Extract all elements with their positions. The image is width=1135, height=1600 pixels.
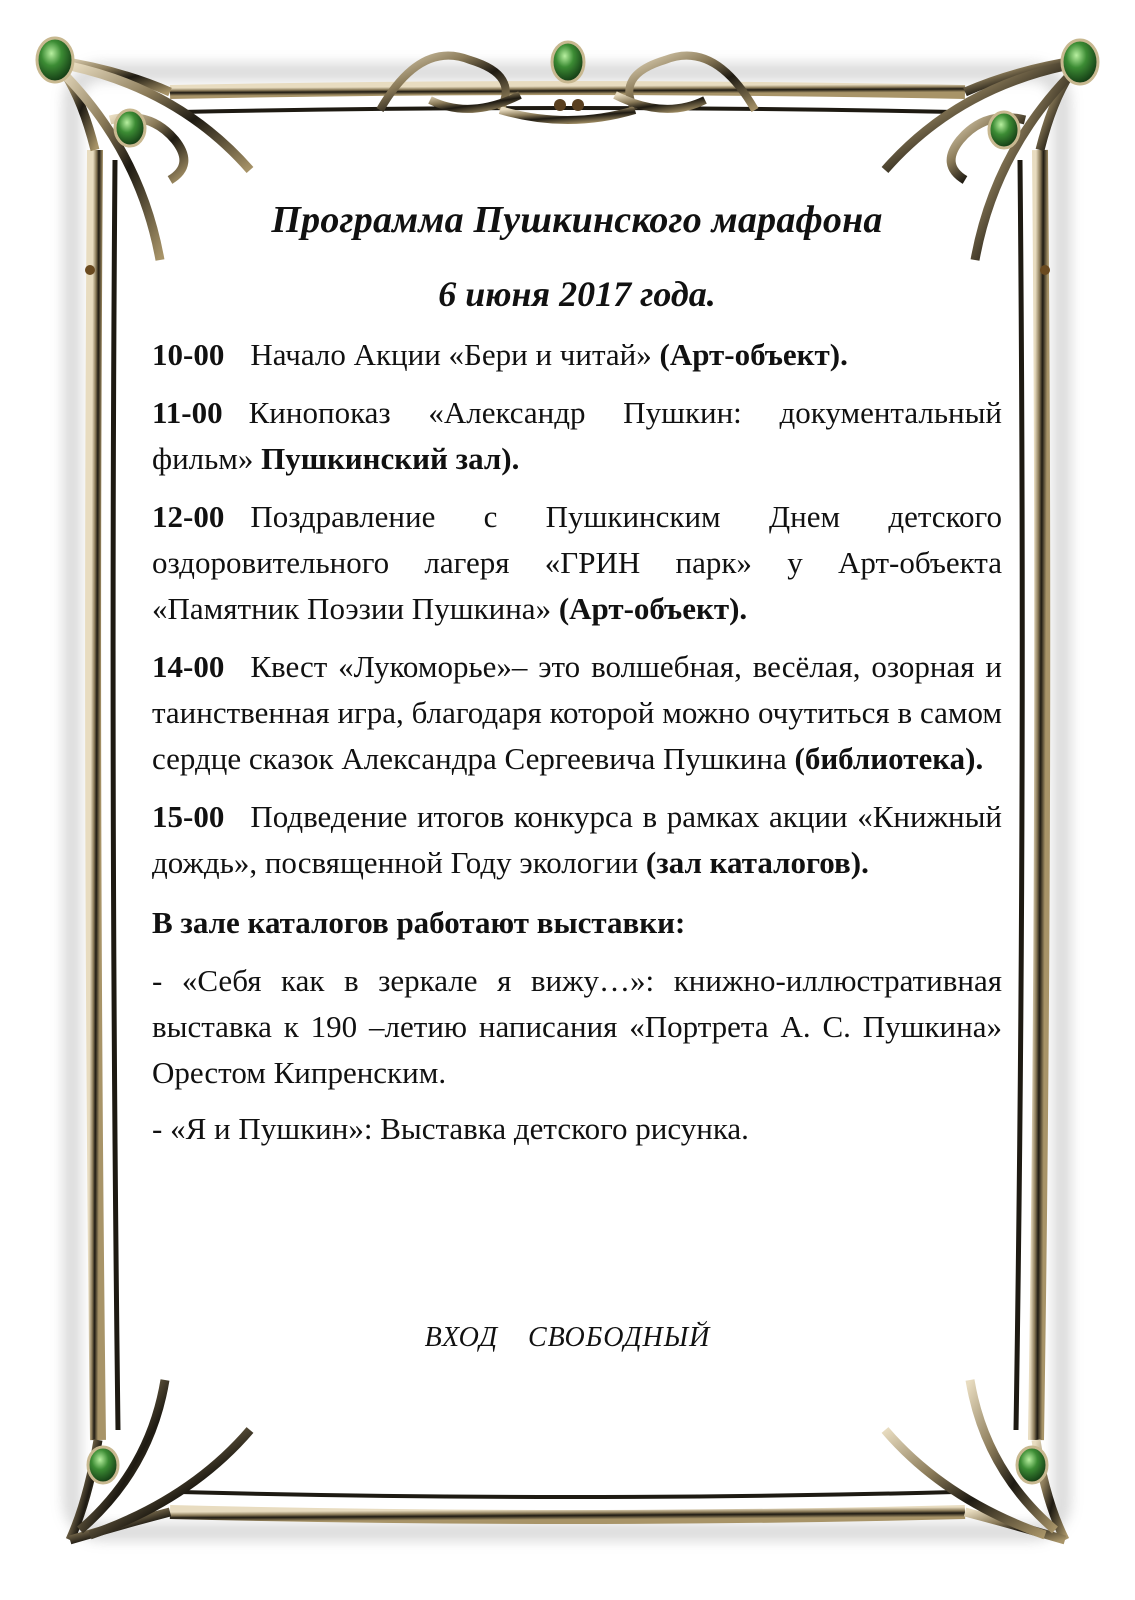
- schedule-place: (зал каталогов).: [645, 845, 869, 880]
- schedule-place: (библиотека).: [794, 741, 984, 776]
- program-content: [152, 190, 1002, 1162]
- schedule-item: [152, 494, 1002, 632]
- schedule-text: Поздравление с Пушкинским Днем детского оздоровительного лагеря «ГРИН парк» у Арт-объекта «Памятник Поэзии Пушкина»: [152, 499, 1002, 626]
- program-date: 6 июня 2017 года.: [438, 274, 716, 314]
- schedule-text: Кинопоказ «Александр Пушкин: документальный фильм»: [152, 395, 1002, 476]
- exhibition-item: - «Себя как в зеркале я вижу…»: книжно-иллюстративная выставка к 190 –летию написания «Портрета А. С. Пушкина» Орестом Кипренским.: [152, 963, 1002, 1090]
- schedule-item: [152, 794, 1002, 886]
- schedule-time: 10-00: [152, 337, 225, 372]
- schedule-item: [152, 644, 1002, 782]
- schedule-time: 11-00: [152, 395, 223, 430]
- schedule-text: Подведение итогов конкурса в рамках акции «Книжный дождь», посвященной Году экологии: [152, 799, 1002, 880]
- exhibition-item: - «Я и Пушкин»: Выставка детского рисунка.: [152, 1111, 749, 1146]
- schedule-text: Начало Акции «Бери и читай»: [250, 337, 660, 372]
- schedule-time: 14-00: [152, 649, 225, 684]
- schedule-text: Квест «Лукоморье»– это волшебная, весёлая, озорная и таинственная игра, благодаря которой можно очутиться в самом сердце сказок Александра Сергеевича Пушкина: [152, 649, 1002, 776]
- schedule-time: 15-00: [152, 799, 225, 834]
- program-title: Программа Пушкинского марафона: [271, 199, 883, 241]
- schedule-item: [152, 390, 1002, 482]
- schedule-item: [152, 332, 1002, 378]
- exhibitions-heading: В зале каталогов работают выставки:: [152, 905, 686, 940]
- schedule-place: Пушкинский зал).: [261, 441, 520, 476]
- free-entry-notice: ВХОД СВОБОДНЫЙ: [424, 1322, 711, 1353]
- schedule-place: (Арт-объект).: [558, 591, 748, 626]
- schedule-place: (Арт-объект).: [659, 337, 848, 372]
- schedule-time: 12-00: [152, 499, 225, 534]
